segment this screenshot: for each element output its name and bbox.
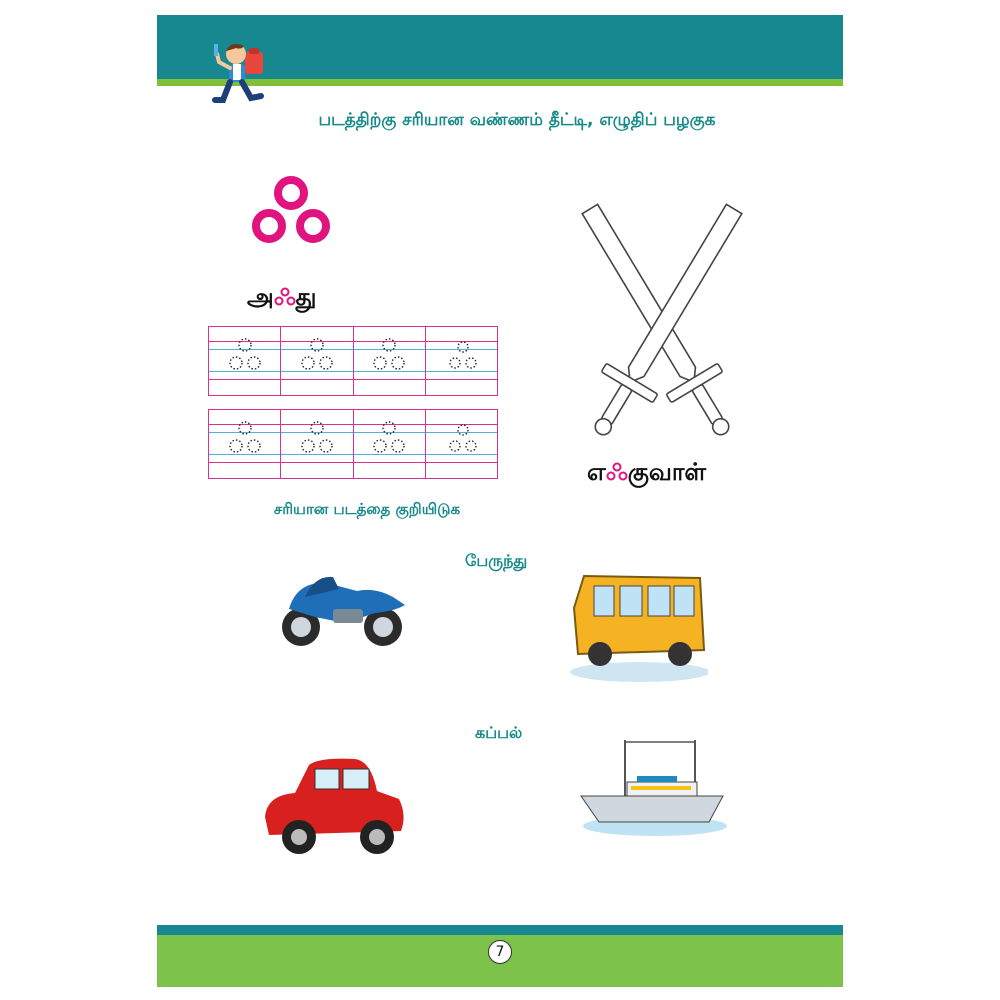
practice-cell[interactable] xyxy=(281,327,353,395)
label-bus: பேருந்து xyxy=(465,551,528,570)
practice-cell[interactable] xyxy=(354,327,426,395)
guide-line xyxy=(354,379,425,380)
guide-line xyxy=(209,379,280,380)
practice-cell[interactable] xyxy=(426,327,497,395)
bus-picture[interactable] xyxy=(562,568,708,684)
guide-line xyxy=(426,462,497,463)
practice-cell[interactable] xyxy=(209,410,281,478)
worksheet-page xyxy=(157,15,843,987)
ship-picture[interactable] xyxy=(577,738,727,838)
crossed-swords-outline xyxy=(549,193,775,465)
word-suffix: து xyxy=(295,283,317,311)
aytham-letter-graphic xyxy=(250,173,340,263)
guide-line xyxy=(281,379,352,380)
aytham-inline-icon xyxy=(274,287,296,307)
practice-cell[interactable] xyxy=(281,410,353,478)
dotted-aytham-trace xyxy=(441,337,481,373)
guide-line xyxy=(209,462,280,463)
dotted-aytham-trace xyxy=(297,337,337,373)
sword-word-prefix: எ xyxy=(587,458,606,486)
dotted-aytham-trace xyxy=(225,337,265,373)
word-prefix: அ xyxy=(247,283,274,311)
practice-grid-2 xyxy=(208,409,498,479)
instruction-heading: சரியான படத்தை குறியிடுக xyxy=(273,500,461,518)
boy-mascot-illustration xyxy=(211,40,273,110)
car-picture[interactable] xyxy=(259,755,409,861)
guide-line xyxy=(426,379,497,380)
label-ship: கப்பல் xyxy=(475,723,523,742)
page-number: 7 xyxy=(488,940,512,964)
dotted-aytham-trace xyxy=(369,337,409,373)
page-title: படத்திற்கு சரியான வண்ணம் தீட்டி, எழுதிப் பழகுக xyxy=(318,110,716,130)
dotted-aytham-trace xyxy=(297,420,337,456)
practice-cell[interactable] xyxy=(354,410,426,478)
dotted-aytham-trace xyxy=(225,420,265,456)
practice-cell[interactable] xyxy=(426,410,497,478)
sword-word xyxy=(587,458,706,489)
guide-line xyxy=(354,462,425,463)
dotted-aytham-trace xyxy=(369,420,409,456)
aytham-inline-icon xyxy=(606,462,628,482)
footer-band xyxy=(157,925,843,935)
practice-grid-1 xyxy=(208,326,498,396)
dotted-aytham-trace xyxy=(441,420,481,456)
sword-word-suffix: குவாள் xyxy=(627,458,707,486)
aytham-word xyxy=(247,283,316,314)
motorbike-picture[interactable] xyxy=(275,567,413,649)
guide-line xyxy=(281,462,352,463)
practice-cell[interactable] xyxy=(209,327,281,395)
